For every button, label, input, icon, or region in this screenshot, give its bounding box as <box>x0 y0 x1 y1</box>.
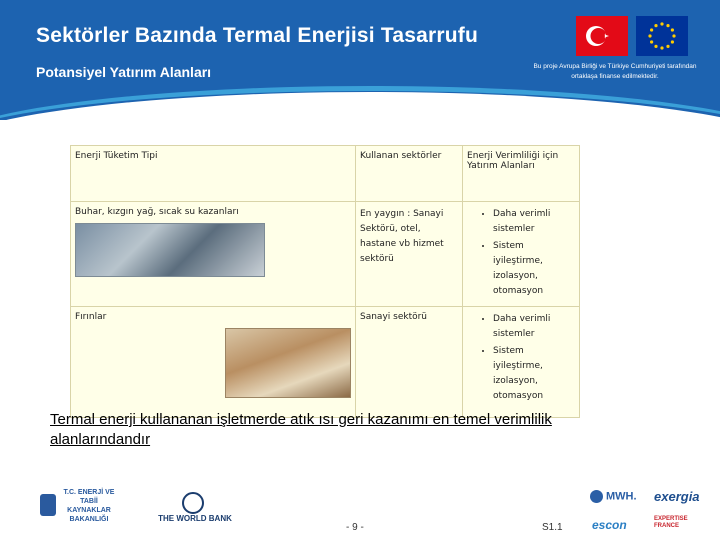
page-number: - 9 - <box>346 522 364 533</box>
slide-code: S1.1 <box>542 522 563 533</box>
furnace-photo <box>225 328 351 398</box>
investment-table <box>70 145 580 418</box>
slide-subtitle: Potansiyel Yatırım Alanları <box>36 64 212 80</box>
areas-list <box>467 207 575 299</box>
boiler-photo <box>75 223 265 277</box>
header-stripe <box>0 86 720 120</box>
key-statement: Termal enerji kullananan işletmerde atık ısı geri kazanımı en temel verimlilik alanlarındandır <box>50 411 552 448</box>
list-item: • Sistem iyileştirme, izolasyon, otomasyon <box>493 344 575 404</box>
table-row <box>71 202 580 307</box>
slide-title: Sektörler Bazında Termal Enerjisi Tasarrufu <box>36 24 478 47</box>
table-cell <box>71 202 356 307</box>
mwh-globe-icon <box>590 490 603 503</box>
eu-flag-icon <box>636 16 688 56</box>
sectors-cell <box>356 202 463 307</box>
turkey-flag-icon <box>576 16 628 56</box>
list-item: • Sistem iyileştirme, izolasyon, otomasyon <box>493 239 575 299</box>
table-header-cell: Enerji Tüketim Tipi <box>71 146 356 202</box>
ministry-logo-text: T.C. ENERJİ VE TABİİ KAYNAKLAR BAKANLIĞI <box>63 489 115 523</box>
consumption-type: Fırınlar <box>75 312 107 322</box>
table-row <box>71 307 580 418</box>
exergia-logo: exergia <box>654 489 700 504</box>
world-bank-globe-icon <box>182 492 204 514</box>
world-bank-logo-text: THE WORLD BANK <box>158 514 232 523</box>
ministry-logo <box>58 488 120 524</box>
table-header-cell: Enerji Verimliliği için Yatırım Alanları <box>463 146 580 202</box>
ministry-emblem-icon <box>40 494 56 516</box>
areas-cell <box>463 202 580 307</box>
list-item: • Daha verimli sistemler <box>493 207 575 237</box>
sectors-text: En yaygın : Sanayi Sektörü, otel, hastane vb hizmet sektörü <box>360 209 444 264</box>
table-cell <box>71 307 356 418</box>
consumption-type: Buhar, kızgın yağ, sıcak su kazanları <box>75 207 239 217</box>
sectors-cell <box>356 307 463 418</box>
escon-logo: escon <box>592 518 627 532</box>
areas-list <box>467 312 575 404</box>
table-header-cell: Kullanan sektörler <box>356 146 463 202</box>
table-header-row <box>71 146 580 202</box>
areas-cell <box>463 307 580 418</box>
eu-funding-note: Bu proje Avrupa Birliği ve Türkiye Cumhuriyeti tarafından ortaklaşa finanse edilmektedir. <box>533 63 697 80</box>
list-item: • Daha verimli sistemler <box>493 312 575 342</box>
sectors-text: Sanayi sektörü <box>360 312 428 322</box>
mwh-logo <box>590 490 637 503</box>
world-bank-logo <box>150 514 240 523</box>
mwh-logo-text: MWH. <box>606 490 637 503</box>
expertise-france-logo: EXPERTISE FRANCE <box>654 516 688 529</box>
